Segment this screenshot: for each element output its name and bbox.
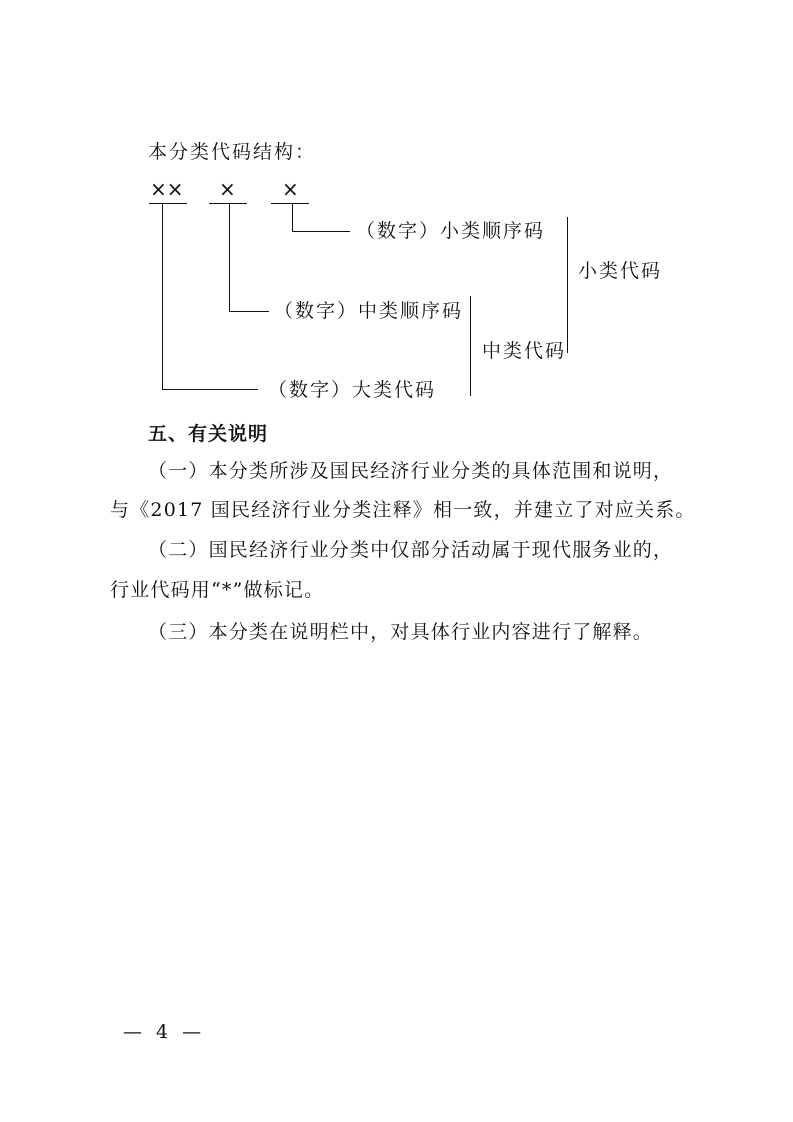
- small-seq-label: （数字）小类顺序码: [356, 220, 546, 242]
- section-heading: 五、有关说明: [148, 423, 269, 445]
- para1-line1: （一）本分类所涉及国民经济行业分类的具体范围和说明，: [148, 460, 674, 482]
- major-code-connector-horizontal: [162, 389, 258, 390]
- para2-line2: 行业代码用“*”做标记。: [110, 579, 325, 601]
- middle-seq-connector-horizontal: [229, 311, 269, 312]
- middle-code-bracket: [470, 296, 471, 396]
- page-number: — 4 —: [123, 1021, 206, 1043]
- major-code-label: （数字）大类代码: [268, 379, 437, 401]
- middle-seq-label: （数字）中类顺序码: [274, 300, 464, 322]
- small-code-label: 小类代码: [578, 260, 663, 282]
- major-code-connector-vertical: [162, 204, 163, 390]
- middle-mark-underline: [209, 203, 247, 204]
- small-seq-connector-vertical: [292, 204, 293, 232]
- small-seq-connector-horizontal: [292, 231, 350, 232]
- middle-code-label: 中类代码: [482, 340, 567, 362]
- para1-line2: 与《2017 国民经济行业分类注释》相一致，并建立了对应关系。: [110, 499, 696, 521]
- small-mark-underline: [271, 203, 309, 204]
- middle-seq-connector-vertical: [229, 204, 230, 312]
- para3-line1: （三）本分类在说明栏中，对具体行业内容进行了解释。: [148, 621, 654, 643]
- small-code-bracket: [567, 217, 568, 353]
- major-code-mark: ××: [150, 177, 184, 201]
- structure-title: 本分类代码结构：: [148, 141, 317, 163]
- para2-line1: （二）国民经济行业分类中仅部分活动属于现代服务业的，: [148, 539, 674, 561]
- major-mark-underline: [149, 203, 187, 204]
- middle-code-mark: ×: [219, 177, 236, 201]
- small-code-mark: ×: [282, 177, 299, 201]
